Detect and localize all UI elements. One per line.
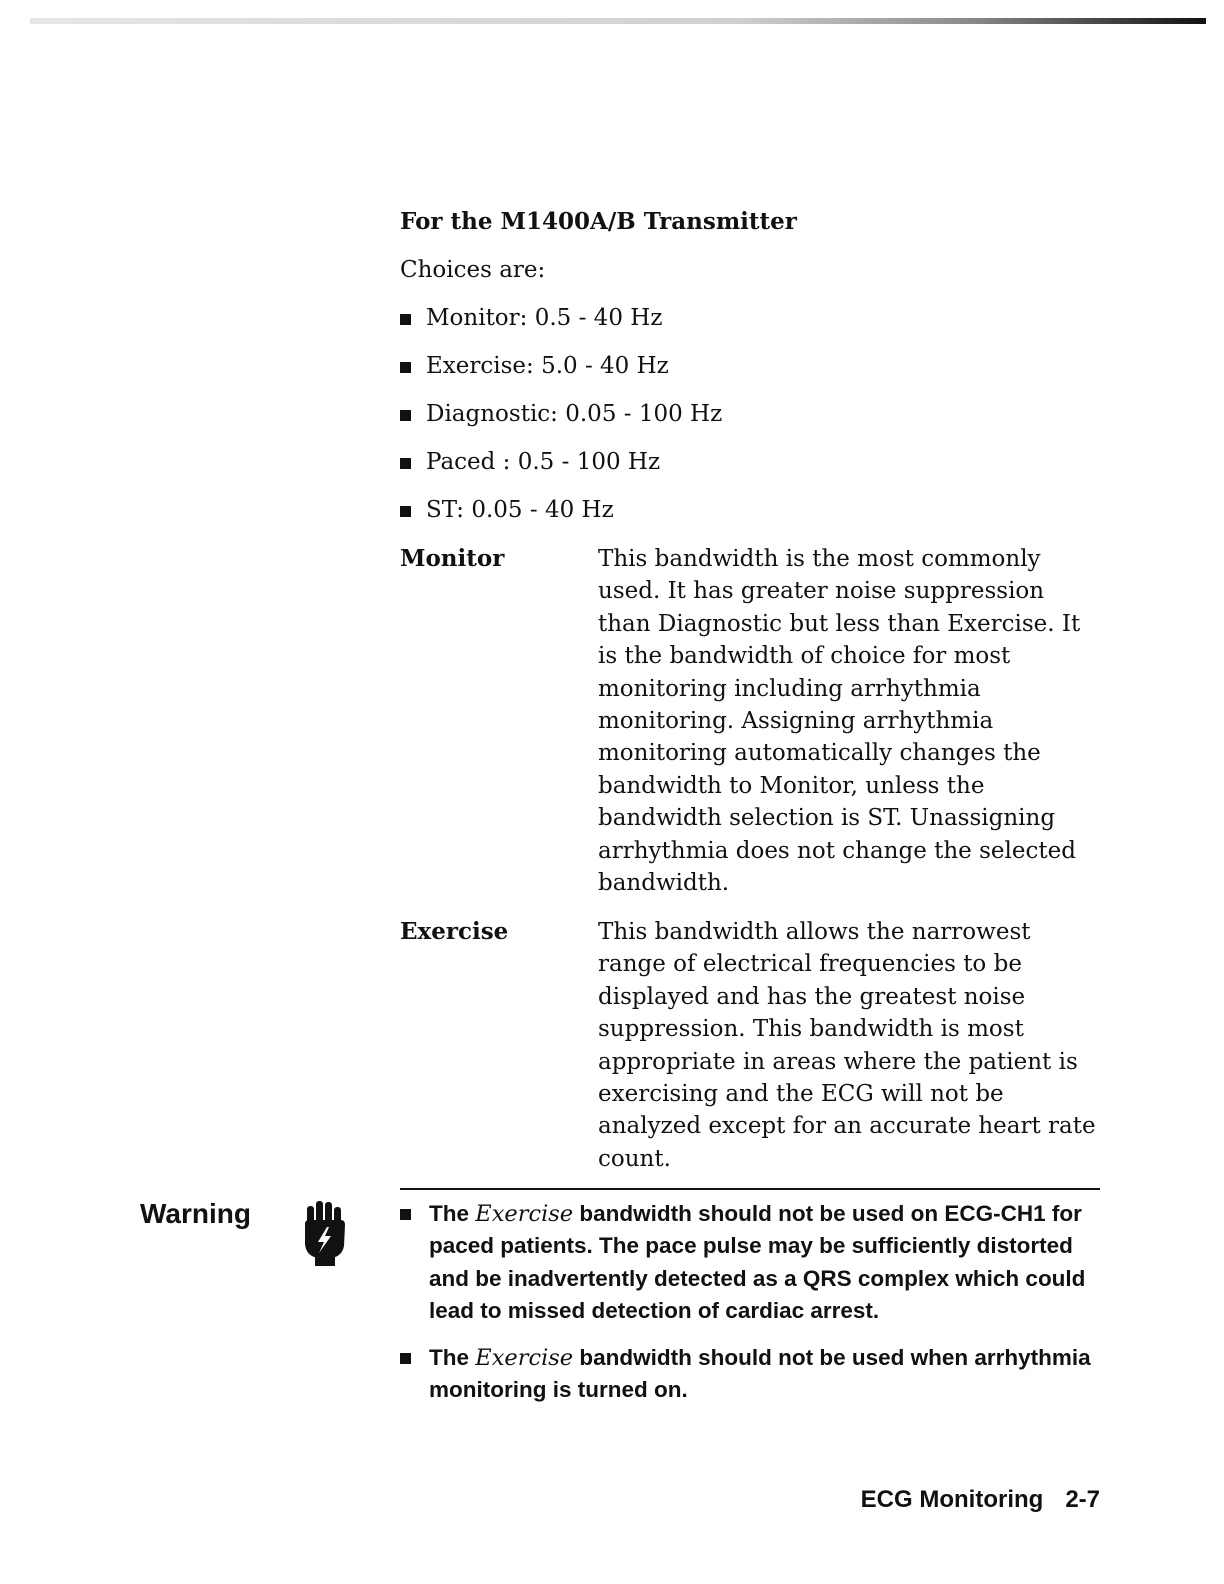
- square-bullet-icon: [400, 314, 411, 325]
- choice-exercise: Exercise: 5.0 - 40 Hz: [426, 353, 669, 379]
- list-item: [400, 494, 722, 542]
- choice-monitor: Monitor: 0.5 - 40 Hz: [426, 305, 663, 331]
- page-footer: [861, 1484, 1100, 1516]
- section-heading: For the M1400A/B Transmitter: [400, 208, 797, 235]
- square-bullet-icon: [400, 458, 411, 469]
- scan-edge-line: [30, 18, 1206, 24]
- emphasis-exercise: Exercise: [475, 1201, 574, 1227]
- warning-list: [400, 1198, 1105, 1420]
- warning-text: The Exercise bandwidth should not be used on ECG-CH1 for paced patients. The pace pulse may be sufficiently distorted and be inadvertently detected as a QRS complex which could lead to missed detection of cardiac arrest.: [429, 1201, 1086, 1324]
- list-item: [400, 398, 722, 446]
- warning-label: Warning: [140, 1198, 251, 1229]
- term-exercise: Exercise: [400, 918, 509, 945]
- square-bullet-icon: [400, 506, 411, 517]
- choice-paced: Paced : 0.5 - 100 Hz: [426, 449, 661, 475]
- choice-diagnostic: Diagnostic: 0.05 - 100 Hz: [426, 401, 723, 427]
- square-bullet-icon: [400, 362, 411, 373]
- warning-divider: [400, 1188, 1100, 1190]
- description-monitor: This bandwidth is the most commonly used. It has greater noise suppression than Diagnostic but less than Exercise. It is the bandwidth of choice for most monitoring including arrhythmia monitoring. Assigning arrhythmia monitoring automatically changes the bandwidth to Monitor, unless the bandwidth selection is ST. Unassigning arrhythmia does not change the selected bandwidth.: [598, 546, 1081, 897]
- list-item: [400, 302, 722, 350]
- emphasis-exercise: Exercise: [475, 1344, 574, 1371]
- square-bullet-icon: [400, 410, 411, 421]
- choice-st: ST: 0.05 - 40 Hz: [426, 497, 614, 523]
- list-item: [400, 350, 722, 398]
- list-item: [400, 446, 722, 494]
- chapter-title: ECG Monitoring: [860, 1486, 1044, 1513]
- list-item: [400, 1342, 1105, 1407]
- square-bullet-icon: [400, 1209, 411, 1220]
- warning-text: The Exercise bandwidth should not be used when arrhythmia monitoring is turned on.: [429, 1344, 1091, 1403]
- bandwidth-choices-list: [400, 302, 722, 542]
- page-number: 2-7: [1065, 1486, 1100, 1513]
- term-monitor: Monitor: [400, 545, 505, 572]
- choices-intro: Choices are:: [400, 257, 546, 283]
- hand-warning-icon: [300, 1200, 348, 1266]
- list-item: [400, 1198, 1105, 1328]
- description-exercise: This bandwidth allows the narrowest range of electrical frequencies to be displayed and has the greatest noise suppression. This bandwidth is most appropriate in areas where the patient is exercising and the ECG will not be analyzed except for an accurate heart rate count.: [598, 919, 1096, 1172]
- square-bullet-icon: [400, 1353, 411, 1364]
